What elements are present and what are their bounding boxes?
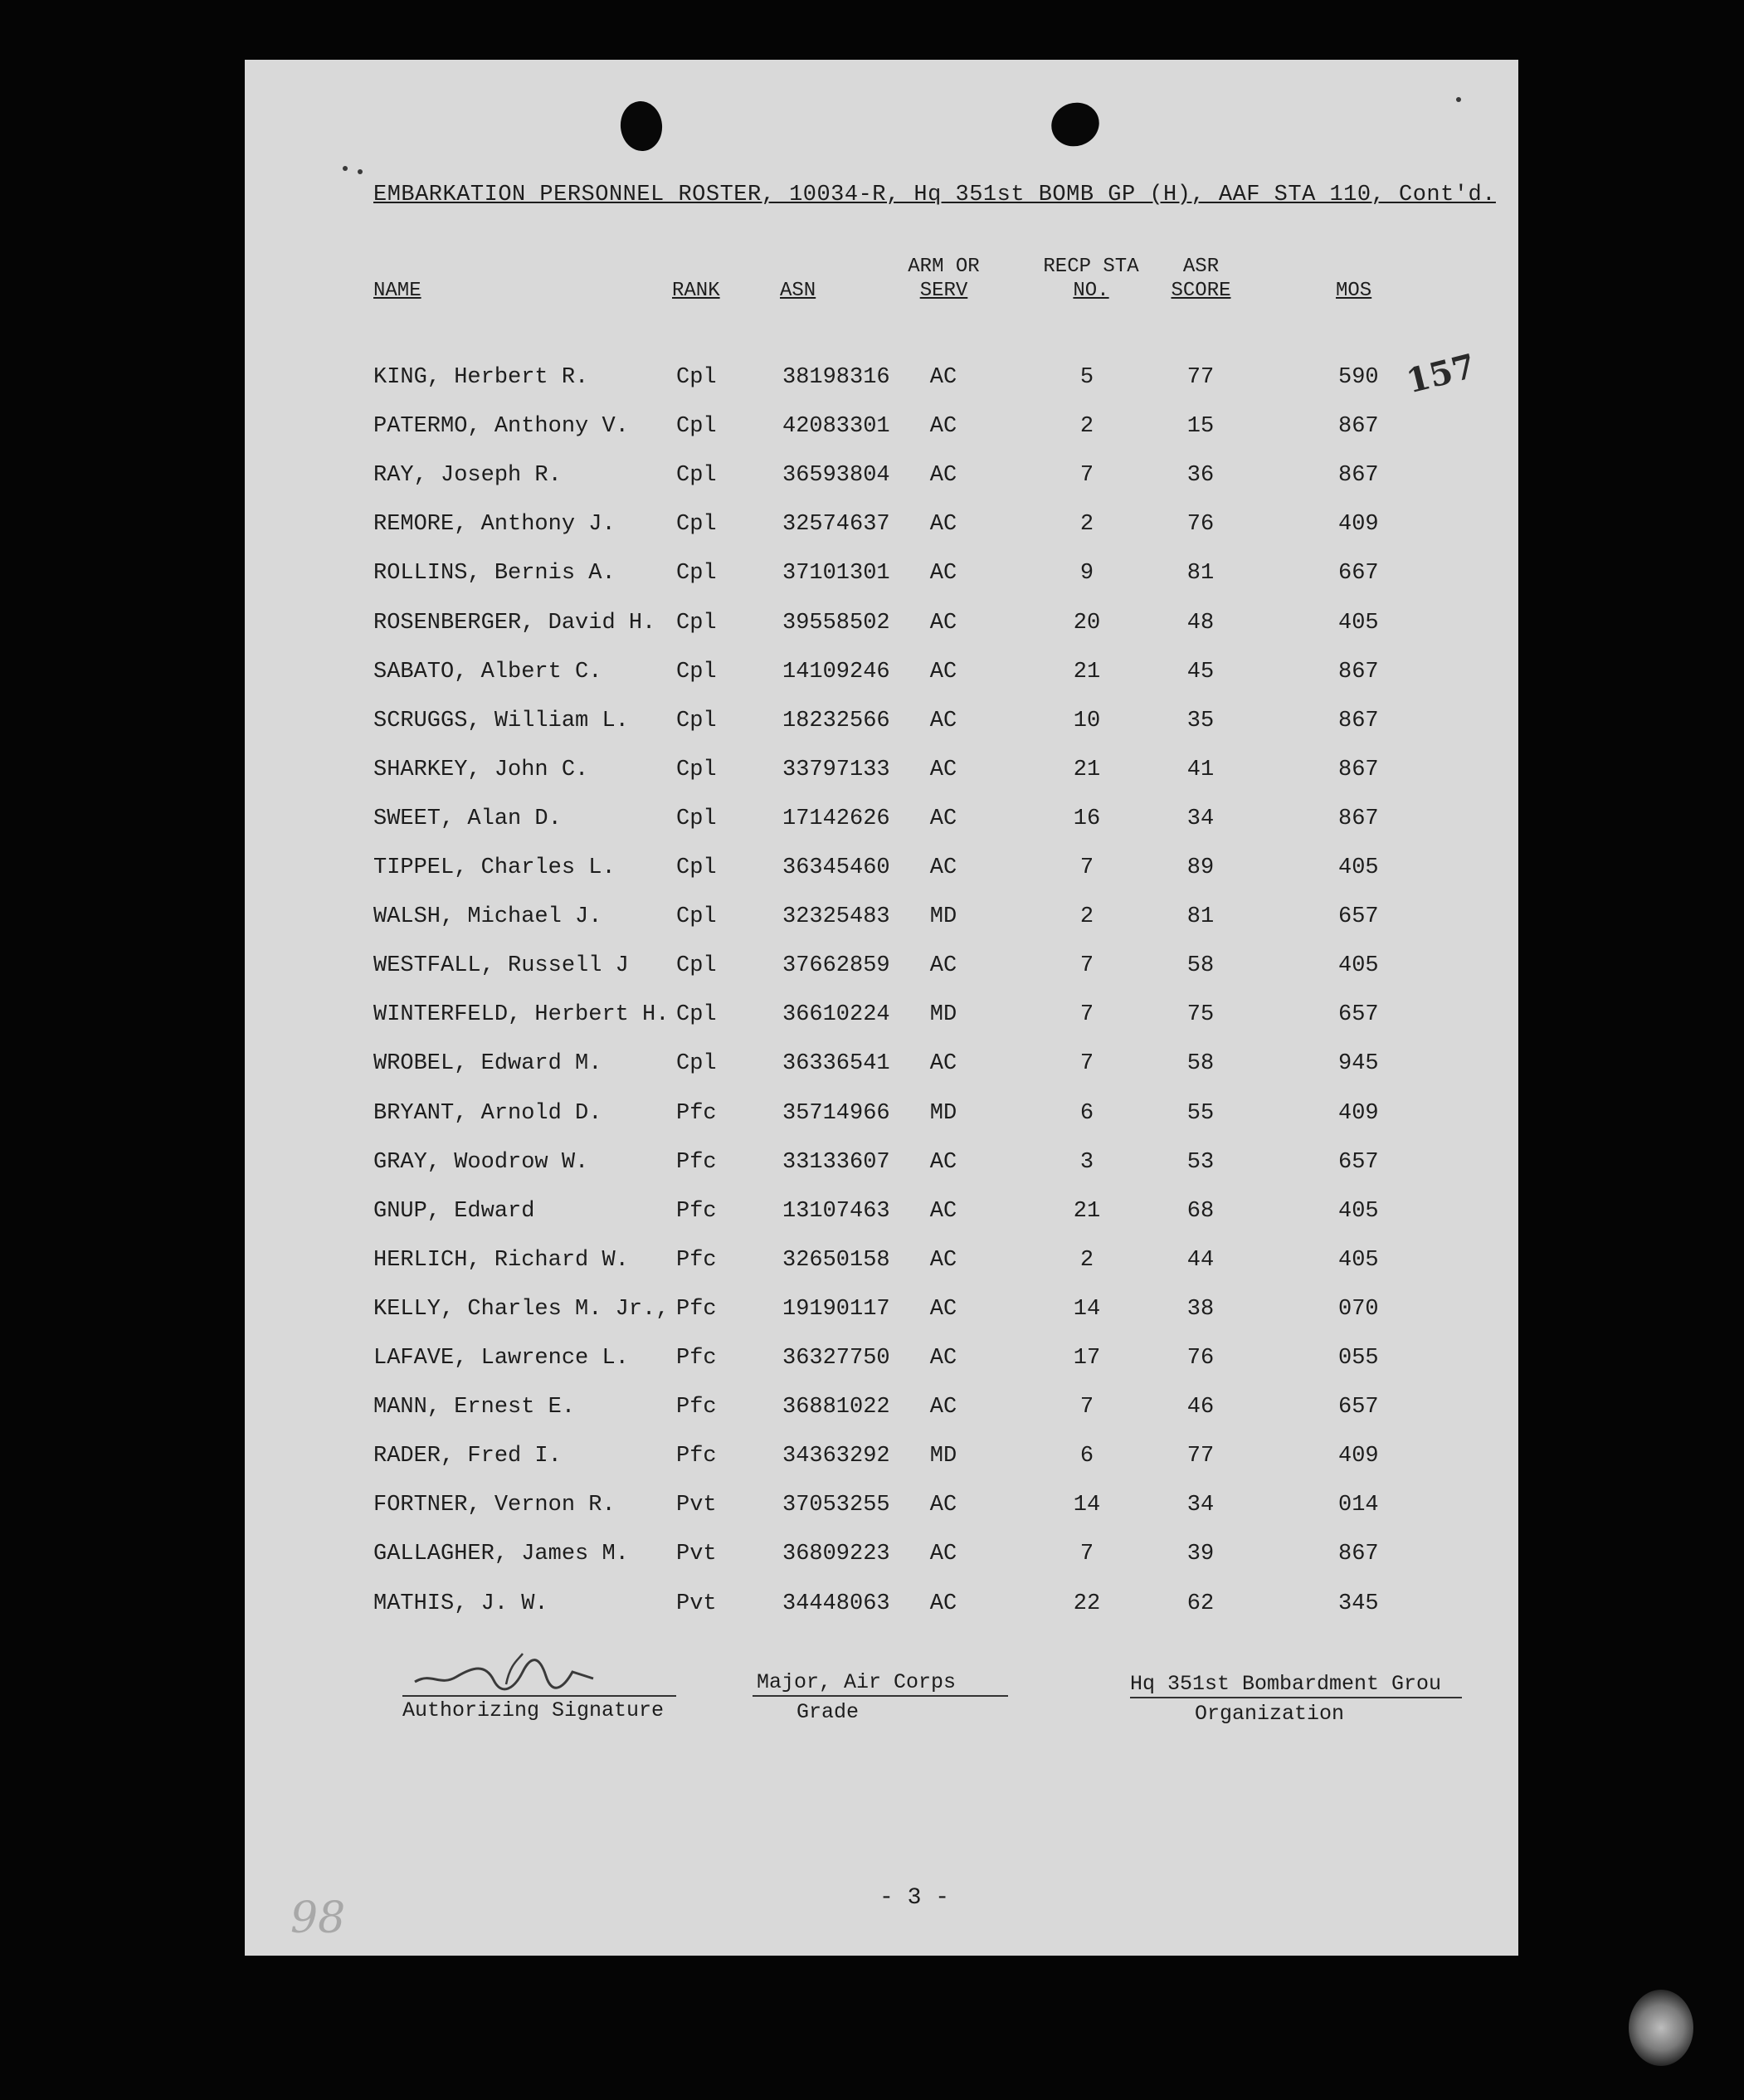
roster-asn: 17142626: [782, 806, 890, 831]
roster-asn: 38198316: [782, 365, 890, 390]
roster-arm-or-serv: MD: [929, 904, 957, 930]
roster-asn: 32574637: [782, 512, 890, 538]
roster-recp-sta-no: 9: [1079, 561, 1094, 587]
roster-asn: 33133607: [782, 1149, 890, 1175]
header-asn-label: ASN: [780, 280, 816, 302]
roster-asr-score: 39: [1186, 1542, 1215, 1567]
pencil-annotation: 98: [290, 1893, 346, 1943]
table-row: [245, 561, 1518, 591]
table-row: [245, 1444, 1518, 1474]
roster-asr-score: 81: [1186, 561, 1215, 587]
roster-arm-or-serv: AC: [929, 512, 957, 538]
roster-rank: Cpl: [676, 953, 717, 979]
table-row: [245, 758, 1518, 787]
roster-arm-or-serv: AC: [929, 757, 957, 782]
roster-name: GRAY, Woodrow W.: [373, 1149, 589, 1175]
roster-asr-score: 34: [1186, 806, 1215, 831]
dust-speck: [358, 169, 363, 174]
header-arm-line1: ARM OR: [908, 256, 980, 278]
roster-recp-sta-no: 5: [1079, 365, 1094, 390]
roster-arm-or-serv: AC: [929, 1296, 957, 1322]
roster-mos: 667: [1338, 561, 1379, 587]
table-row: [245, 709, 1518, 738]
roster-mos: 014: [1338, 1493, 1379, 1518]
roster-asn: 32650158: [782, 1247, 890, 1273]
roster-arm-or-serv: AC: [929, 1591, 957, 1616]
roster-arm-or-serv: AC: [929, 1051, 957, 1077]
organization-underline: [1130, 1697, 1462, 1698]
roster-name: RAY, Joseph R.: [373, 463, 562, 489]
grade-underline: [753, 1695, 1008, 1697]
roster-name: RADER, Fred I.: [373, 1444, 562, 1469]
roster-asr-score: 15: [1186, 414, 1215, 440]
roster-asr-score: 62: [1186, 1591, 1215, 1616]
header-rank-label: RANK: [672, 280, 720, 302]
roster-rank: Cpl: [676, 561, 717, 587]
roster-mos: 867: [1338, 708, 1379, 733]
roster-asr-score: 38: [1186, 1296, 1215, 1322]
roster-recp-sta-no: 21: [1073, 1198, 1101, 1224]
roster-asr-score: 77: [1186, 1444, 1215, 1469]
table-row: [245, 1002, 1518, 1032]
scanner-light-spot: [1629, 1990, 1693, 2066]
roster-arm-or-serv: AC: [929, 1542, 957, 1567]
roster-rank: Pvt: [676, 1591, 717, 1616]
roster-mos: 945: [1338, 1051, 1379, 1077]
roster-asn: 36593804: [782, 463, 890, 489]
roster-mos: 590: [1338, 365, 1379, 390]
roster-name: TIPPEL, Charles L.: [373, 855, 616, 880]
roster-name: MATHIS, J. W.: [373, 1591, 548, 1616]
roster-asr-score: 58: [1186, 953, 1215, 979]
roster-recp-sta-no: 2: [1079, 414, 1094, 440]
header-arm-line2: SERV: [919, 280, 968, 302]
roster-recp-sta-no: 14: [1073, 1493, 1101, 1518]
roster-recp-sta-no: 7: [1079, 1051, 1094, 1077]
roster-rank: Pfc: [676, 1346, 717, 1371]
roster-mos: 409: [1338, 1444, 1379, 1469]
roster-rank: Cpl: [676, 1002, 717, 1028]
roster-arm-or-serv: AC: [929, 365, 957, 390]
roster-name: KELLY, Charles M. Jr.,: [373, 1296, 670, 1322]
roster-asr-score: 41: [1186, 757, 1215, 782]
roster-asr-score: 68: [1186, 1198, 1215, 1224]
header-asr-line1: ASR: [1182, 256, 1220, 278]
roster-sheet: [245, 60, 1518, 1956]
roster-asr-score: 46: [1186, 1395, 1215, 1420]
table-row: [245, 953, 1518, 983]
roster-asn: 14109246: [782, 659, 890, 685]
roster-recp-sta-no: 7: [1079, 953, 1094, 979]
roster-asn: 34363292: [782, 1444, 890, 1469]
roster-recp-sta-no: 6: [1079, 1444, 1094, 1469]
dust-speck: [343, 166, 348, 171]
roster-arm-or-serv: AC: [929, 708, 957, 733]
roster-mos: 405: [1338, 855, 1379, 880]
roster-arm-or-serv: AC: [929, 1149, 957, 1175]
roster-asn: 42083301: [782, 414, 890, 440]
roster-rank: Pfc: [676, 1100, 717, 1126]
table-row: [245, 1199, 1518, 1229]
roster-recp-sta-no: 7: [1079, 1395, 1094, 1420]
authorizing-signature-label: Authorizing Signature: [402, 1698, 665, 1722]
header-arm-or-serv: [904, 255, 983, 303]
table-row: [245, 1346, 1518, 1376]
roster-mos: 070: [1338, 1296, 1379, 1322]
roster-asr-score: 55: [1186, 1100, 1215, 1126]
roster-arm-or-serv: AC: [929, 1198, 957, 1224]
roster-asn: 37662859: [782, 953, 890, 979]
page-number: - 3 -: [879, 1885, 950, 1911]
roster-rank: Cpl: [676, 806, 717, 831]
roster-mos: 867: [1338, 463, 1379, 489]
roster-rank: Pfc: [676, 1198, 717, 1224]
table-row: [245, 1297, 1518, 1327]
roster-name: GNUP, Edward: [373, 1198, 535, 1224]
roster-arm-or-serv: AC: [929, 806, 957, 831]
roster-asn: 37101301: [782, 561, 890, 587]
roster-arm-or-serv: AC: [929, 561, 957, 587]
header-asr-line2: SCORE: [1171, 280, 1231, 302]
roster-arm-or-serv: AC: [929, 1346, 957, 1371]
roster-recp-sta-no: 7: [1079, 1002, 1094, 1028]
roster-recp-sta-no: 14: [1073, 1296, 1101, 1322]
header-recp-sta: [1037, 255, 1145, 303]
roster-arm-or-serv: AC: [929, 414, 957, 440]
table-row: [245, 1542, 1518, 1571]
table-row: [245, 1150, 1518, 1180]
table-row: [245, 463, 1518, 493]
roster-rank: Cpl: [676, 1051, 717, 1077]
roster-asn: 36327750: [782, 1346, 890, 1371]
roster-asr-score: 53: [1186, 1149, 1215, 1175]
roster-mos: 405: [1338, 610, 1379, 636]
roster-asn: 33797133: [782, 757, 890, 782]
table-row: [245, 1051, 1518, 1081]
table-row: [245, 904, 1518, 934]
header-asn: [780, 279, 816, 303]
roster-arm-or-serv: MD: [929, 1444, 957, 1469]
roster-asn: 35714966: [782, 1100, 890, 1126]
roster-rank: Cpl: [676, 904, 717, 930]
roster-name: SABATO, Albert C.: [373, 659, 602, 685]
dust-speck: [1456, 97, 1461, 102]
header-mos-label: MOS: [1336, 280, 1372, 302]
punch-hole-left: [618, 100, 665, 153]
roster-mos: 405: [1338, 1247, 1379, 1273]
roster-rank: Pvt: [676, 1493, 717, 1518]
roster-asr-score: 58: [1186, 1051, 1215, 1077]
roster-asr-score: 81: [1186, 904, 1215, 930]
roster-recp-sta-no: 3: [1079, 1149, 1094, 1175]
roster-arm-or-serv: AC: [929, 1395, 957, 1420]
roster-asr-score: 36: [1186, 463, 1215, 489]
roster-asr-score: 75: [1186, 1002, 1215, 1028]
roster-rank: Cpl: [676, 855, 717, 880]
roster-asr-score: 44: [1186, 1247, 1215, 1273]
table-row: [245, 365, 1518, 395]
roster-rank: Pfc: [676, 1247, 717, 1273]
roster-asr-score: 89: [1186, 855, 1215, 880]
roster-asn: 36809223: [782, 1542, 890, 1567]
grade-label: Grade: [796, 1700, 860, 1724]
table-row: [245, 660, 1518, 689]
roster-name: SHARKEY, John C.: [373, 757, 589, 782]
roster-recp-sta-no: 21: [1073, 659, 1101, 685]
table-row: [245, 512, 1518, 542]
handwritten-signature: [407, 1647, 606, 1697]
roster-rank: Cpl: [676, 414, 717, 440]
roster-arm-or-serv: AC: [929, 953, 957, 979]
grade-value: Major, Air Corps: [757, 1670, 957, 1694]
roster-name: WROBEL, Edward M.: [373, 1051, 602, 1077]
roster-asr-score: 77: [1186, 365, 1215, 390]
roster-rank: Cpl: [676, 512, 717, 538]
roster-asn: 36336541: [782, 1051, 890, 1077]
roster-asn: 37053255: [782, 1493, 890, 1518]
roster-recp-sta-no: 10: [1073, 708, 1101, 733]
header-mos: [1336, 279, 1371, 303]
roster-asr-score: 76: [1186, 512, 1215, 538]
organization-label: Organization: [1195, 1702, 1345, 1726]
table-row: [245, 414, 1518, 444]
roster-arm-or-serv: AC: [929, 463, 957, 489]
roster-mos: 409: [1338, 512, 1379, 538]
roster-recp-sta-no: 17: [1073, 1346, 1101, 1371]
roster-name: LAFAVE, Lawrence L.: [373, 1346, 629, 1371]
roster-asn: 13107463: [782, 1198, 890, 1224]
roster-name: REMORE, Anthony J.: [373, 512, 616, 538]
roster-asn: 39558502: [782, 610, 890, 636]
roster-arm-or-serv: MD: [929, 1002, 957, 1028]
roster-asr-score: 34: [1186, 1493, 1215, 1518]
roster-recp-sta-no: 2: [1079, 904, 1094, 930]
roster-name: ROSENBERGER, David H.: [373, 610, 656, 636]
roster-arm-or-serv: AC: [929, 659, 957, 685]
table-row: [245, 1248, 1518, 1278]
roster-mos: 405: [1338, 1198, 1379, 1224]
table-row: [245, 855, 1518, 885]
roster-mos: 657: [1338, 1149, 1379, 1175]
roster-recp-sta-no: 2: [1079, 1247, 1094, 1273]
roster-asn: 36610224: [782, 1002, 890, 1028]
roster-mos: 657: [1338, 1002, 1379, 1028]
roster-rank: Pfc: [676, 1296, 717, 1322]
roster-recp-sta-no: 16: [1073, 806, 1101, 831]
roster-asr-score: 35: [1186, 708, 1215, 733]
table-row: [245, 1591, 1518, 1621]
roster-rank: Cpl: [676, 659, 717, 685]
roster-recp-sta-no: 7: [1079, 1542, 1094, 1567]
header-asr-score: [1162, 255, 1240, 303]
roster-arm-or-serv: AC: [929, 610, 957, 636]
roster-mos: 657: [1338, 904, 1379, 930]
roster-asr-score: 45: [1186, 659, 1215, 685]
roster-name: WINTERFELD, Herbert H.: [373, 1002, 670, 1028]
roster-mos: 867: [1338, 659, 1379, 685]
roster-name: KING, Herbert R.: [373, 365, 589, 390]
roster-mos: 055: [1338, 1346, 1379, 1371]
header-name: [373, 279, 421, 303]
roster-name: SCRUGGS, William L.: [373, 708, 629, 733]
roster-recp-sta-no: 7: [1079, 855, 1094, 880]
roster-rank: Pfc: [676, 1395, 717, 1420]
roster-arm-or-serv: MD: [929, 1100, 957, 1126]
table-row: [245, 806, 1518, 836]
signature-underline: [402, 1695, 676, 1697]
roster-rank: Cpl: [676, 365, 717, 390]
roster-arm-or-serv: AC: [929, 1247, 957, 1273]
stamped-page-number: 157: [1402, 346, 1479, 402]
roster-title: EMBARKATION PERSONNEL ROSTER, 10034-R, Hq 351st BOMB GP (H), AAF STA 110, Cont'd.: [373, 183, 1496, 207]
roster-recp-sta-no: 6: [1079, 1100, 1094, 1126]
roster-rank: Cpl: [676, 708, 717, 733]
table-row: [245, 1101, 1518, 1131]
punch-hole-right: [1045, 96, 1104, 152]
roster-mos: 409: [1338, 1100, 1379, 1126]
roster-mos: 867: [1338, 806, 1379, 831]
roster-asn: 36345460: [782, 855, 890, 880]
roster-recp-sta-no: 7: [1079, 463, 1094, 489]
roster-recp-sta-no: 21: [1073, 757, 1101, 782]
roster-rank: Cpl: [676, 610, 717, 636]
roster-asr-score: 76: [1186, 1346, 1215, 1371]
roster-mos: 657: [1338, 1395, 1379, 1420]
roster-rank: Pfc: [676, 1444, 717, 1469]
roster-name: WESTFALL, Russell J: [373, 953, 629, 979]
roster-name: WALSH, Michael J.: [373, 904, 602, 930]
organization-value: Hq 351st Bombardment Grou: [1130, 1672, 1442, 1696]
roster-asn: 34448063: [782, 1591, 890, 1616]
table-row: [245, 611, 1518, 641]
roster-rank: Pvt: [676, 1542, 717, 1567]
roster-rank: Cpl: [676, 757, 717, 782]
roster-name: HERLICH, Richard W.: [373, 1247, 629, 1273]
roster-name: MANN, Ernest E.: [373, 1395, 576, 1420]
roster-arm-or-serv: AC: [929, 855, 957, 880]
roster-name: SWEET, Alan D.: [373, 806, 562, 831]
header-rank: [672, 279, 720, 303]
roster-rank: Cpl: [676, 463, 717, 489]
header-name-label: NAME: [373, 280, 421, 302]
header-recp-line1: RECP STA: [1043, 256, 1139, 278]
roster-name: PATERMO, Anthony V.: [373, 414, 629, 440]
roster-rank: Pfc: [676, 1149, 717, 1175]
roster-asn: 18232566: [782, 708, 890, 733]
header-recp-line2: NO.: [1073, 280, 1109, 302]
roster-mos: 345: [1338, 1591, 1379, 1616]
roster-mos: 405: [1338, 953, 1379, 979]
roster-name: GALLAGHER, James M.: [373, 1542, 629, 1567]
roster-asn: 32325483: [782, 904, 890, 930]
roster-asn: 36881022: [782, 1395, 890, 1420]
roster-asn: 19190117: [782, 1296, 890, 1322]
roster-mos: 867: [1338, 1542, 1379, 1567]
table-row: [245, 1395, 1518, 1425]
roster-recp-sta-no: 22: [1073, 1591, 1101, 1616]
roster-asr-score: 48: [1186, 610, 1215, 636]
roster-recp-sta-no: 2: [1079, 512, 1094, 538]
roster-name: BRYANT, Arnold D.: [373, 1100, 602, 1126]
roster-name: ROLLINS, Bernis A.: [373, 561, 616, 587]
table-row: [245, 1493, 1518, 1523]
roster-recp-sta-no: 20: [1073, 610, 1101, 636]
roster-mos: 867: [1338, 757, 1379, 782]
roster-mos: 867: [1338, 414, 1379, 440]
roster-name: FORTNER, Vernon R.: [373, 1493, 616, 1518]
roster-arm-or-serv: AC: [929, 1493, 957, 1518]
